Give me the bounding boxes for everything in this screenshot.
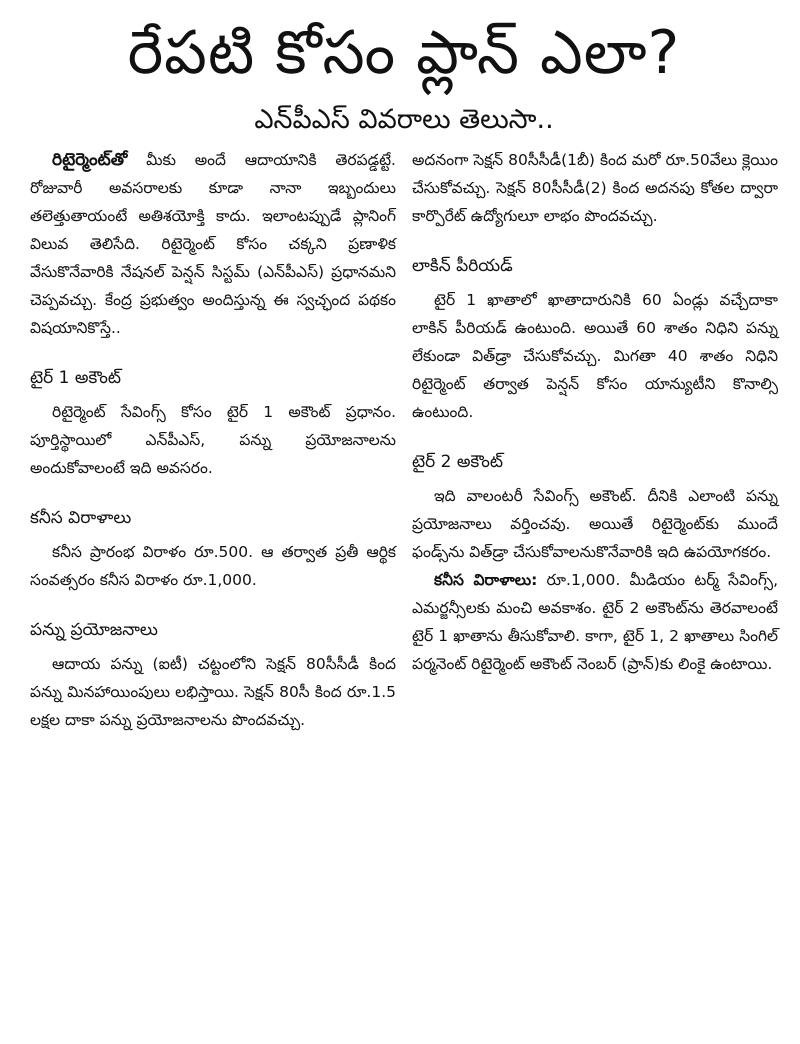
- lockin-paragraph: టైర్ 1 ఖాతాలో ఖాతాదారునికి 60 ఏండ్లు వచ్చేదాకా లాకిన్ పీరియడ్ ఉంటుంది. అయితే 60 శాతం నిధిని పన్ను లేకుండా విత్‌డ్రా చేసుకోవచ్చు. మిగతా 40 శాతం నిధిని రిటైర్మెంట్ తర్వాత పెన్షన్ కోసం యాన్యుటీని కొనాల్సి ఉంటుంది.: [412, 291, 778, 421]
- lockin-heading: లాకిన్ పీరియడ్: [412, 256, 513, 276]
- headline: రేపటి కోసం ప్లాన్ ఎలా?: [127, 18, 681, 88]
- intro-text: మీకు అందే ఆదాయానికి తెరపడ్డట్టే. రోజువారీ అవసరాలకు కూడా నానా ఇబ్బందులు తలెత్తుతాయంటే అతిశయోక్తి కాదు. ఇలాంటప్పుడే ప్లానింగ్ విలువ తెలిసేది. రిటైర్మెంట్ కోసం చక్కని ప్రణాళిక వేసుకొనేవారికి నేషనల్ పెన్షన్ సిస్టమ్ (ఎన్‌పీఎస్) ప్రధానమని చెప్పవచ్చు. కేంద్ర ప్రభుత్వం అందిస్తున్న ఈ స్వచ్ఛంద పథకం విషయానికొస్తే..: [30, 151, 396, 337]
- tier2-min-label: కనీస విరాళాలు:: [434, 571, 538, 589]
- tier2-paragraph: ఇది వాలంటరీ సేవింగ్స్ అకౌంట్. దీనికి ఎలాంటి పన్ను ప్రయోజనాలు వర్తించవు. అయితే రిటైర్మెంట్‌కు ముందే ఫండ్స్‌ను విత్‌డ్రా చేసుకోవాలనుకొనేవారికి ఇది ఉపయోగకరం.: [412, 487, 778, 561]
- article-columns: [30, 146, 778, 734]
- tier2-min-paragraph: [412, 566, 778, 678]
- left-column: [30, 146, 396, 734]
- intro-paragraph: [30, 146, 396, 342]
- min-contribution-heading: కనీస విరాళాలు: [30, 508, 132, 528]
- tax-benefits-heading: పన్ను ప్రయోజనాలు: [30, 620, 158, 640]
- intro-lead: రిటైర్మెంట్‌తో: [52, 150, 128, 170]
- tax-benefits-paragraph: ఆదాయ పన్ను (ఐటీ) చట్టంలోని సెక్షన్ 80సీసీడీ కింద పన్ను మినహాయింపులు లభిస్తాయి. సెక్షన్ 80సీ కింద రూ.1.5 లక్షల దాకా పన్ను ప్రయోజనాలను పొందవచ్చు.: [30, 655, 396, 729]
- tier2-heading: టైర్ 2 అకౌంట్: [412, 452, 504, 472]
- tier1-paragraph: రిటైర్మెంట్ సేవింగ్స్ కోసం టైర్ 1 అకౌంట్ ప్రధానం. పూర్తిస్థాయిలో ఎన్‌పీఎస్, పన్ను ప్రయోజనాలను అందుకోవాలంటే ఇది అవసరం.: [30, 403, 396, 477]
- right-column: [412, 146, 778, 734]
- tier2-min-text: రూ.1,000. మీడియం టర్మ్ సేవింగ్స్, ఎమర్జన్సీలకు మంచి అవకాశం. టైర్ 2 అకౌంట్‌ను తెరవాలంటే టైర్ 1 ఖాతాను తీసుకోవాలి. కాగా, టైర్ 1, 2 ఖాతాలు సింగిల్ పర్మనెంట్ రిటైర్మెంట్ అకౌంట్ నెంబర్ (ప్రాన్)కు లింకై ఉంటాయి.: [412, 571, 778, 673]
- tier1-heading: టైర్ 1 అకౌంట్: [30, 368, 122, 388]
- continued-paragraph: అదనంగా సెక్షన్ 80సీసీడీ(1బీ) కింద మరో రూ.50వేలు క్లెయిం చేసుకోవచ్చు. సెక్షన్ 80సీసీడీ(2) కింద అదనపు కోతల ద్వారా కార్పొరేట్ ఉద్యోగులూ లాభం పొందవచ్చు.: [412, 151, 778, 225]
- subheadline: ఎన్‌పీఎస్ వివరాలు తెలుసా..: [254, 104, 554, 135]
- min-contribution-paragraph: కనీస ప్రారంభ విరాళం రూ.500. ఆ తర్వాత ప్రతీ ఆర్థిక సంవత్సరం కనీస విరాళం రూ.1,000.: [30, 543, 396, 589]
